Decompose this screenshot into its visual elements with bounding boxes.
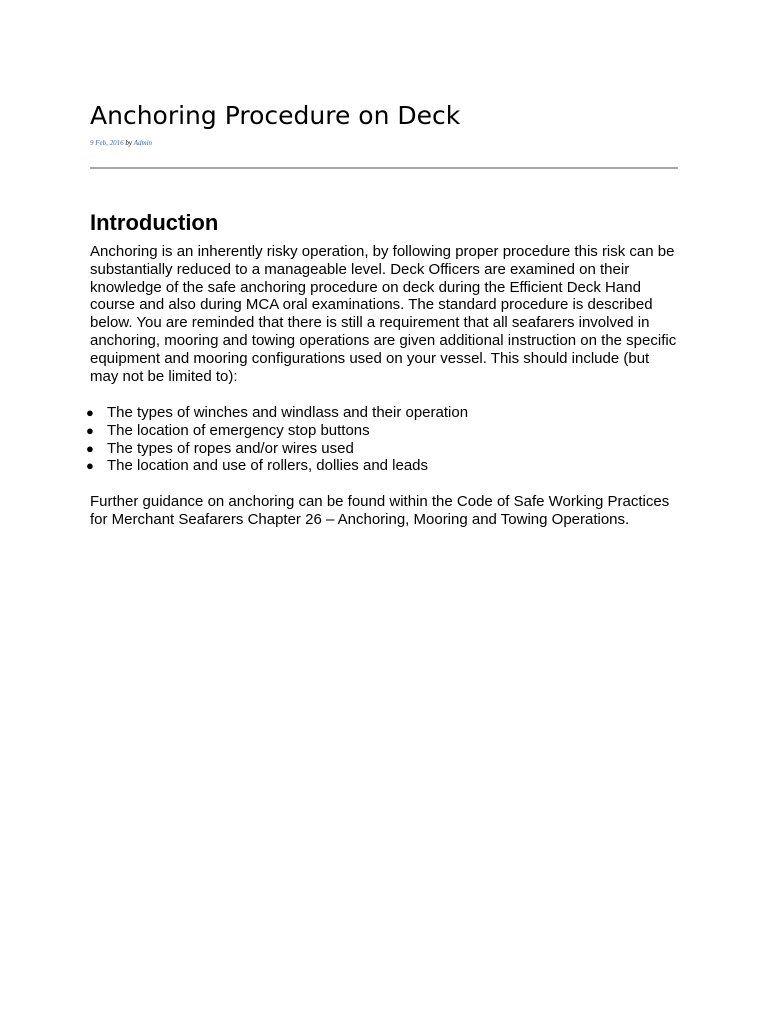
bullet-icon: ● bbox=[86, 458, 94, 474]
bullet-icon: ● bbox=[86, 422, 94, 438]
list-item-text: The types of ropes and/or wires used bbox=[107, 439, 354, 457]
list-item bbox=[86, 457, 678, 475]
requirements-list bbox=[86, 404, 678, 475]
intro-paragraph: Anchoring is an inherently risky operation, by following proper procedure this risk can be substantially reduced to a manageable level. Deck Officers are examined on their knowledge of the safe anchoring procedure on deck during the Efficient Deck Hand course and also during MCA oral examinations. The standard procedure is described below. You are reminded that there is still a requirement that all seafarers involved in anchoring, mooring and towing operations are given additional instruction on the specific equipment and mooring configurations used on your vessel. This should include (but may not be limited to): bbox=[90, 243, 677, 385]
page-title: Anchoring Procedure on Deck bbox=[90, 101, 461, 130]
list-item bbox=[86, 421, 678, 440]
header-divider bbox=[90, 167, 678, 169]
post-meta bbox=[90, 138, 152, 148]
list-item bbox=[86, 404, 678, 422]
list-item-text: The location and use of rollers, dollies and leads bbox=[107, 457, 429, 475]
list-item-text: The location of emergency stop buttons bbox=[107, 421, 370, 439]
section-heading-introduction: Introduction bbox=[90, 210, 219, 235]
bullet-icon: ● bbox=[86, 405, 94, 420]
closing-paragraph: Further guidance on anchoring can be found within the Code of Safe Working Practices for Merchant Seafarers Chapter 26 – Anchoring, Mooring and Towing Operations. bbox=[90, 493, 670, 528]
post-date-link[interactable]: 9 Feb, 2016 bbox=[90, 139, 124, 147]
bullet-icon: ● bbox=[86, 440, 94, 456]
post-meta-by: by bbox=[125, 139, 132, 147]
post-author-link[interactable]: Admin bbox=[133, 139, 153, 147]
list-item-text: The types of winches and windlass and their operation bbox=[107, 404, 469, 421]
list-item bbox=[86, 439, 678, 458]
